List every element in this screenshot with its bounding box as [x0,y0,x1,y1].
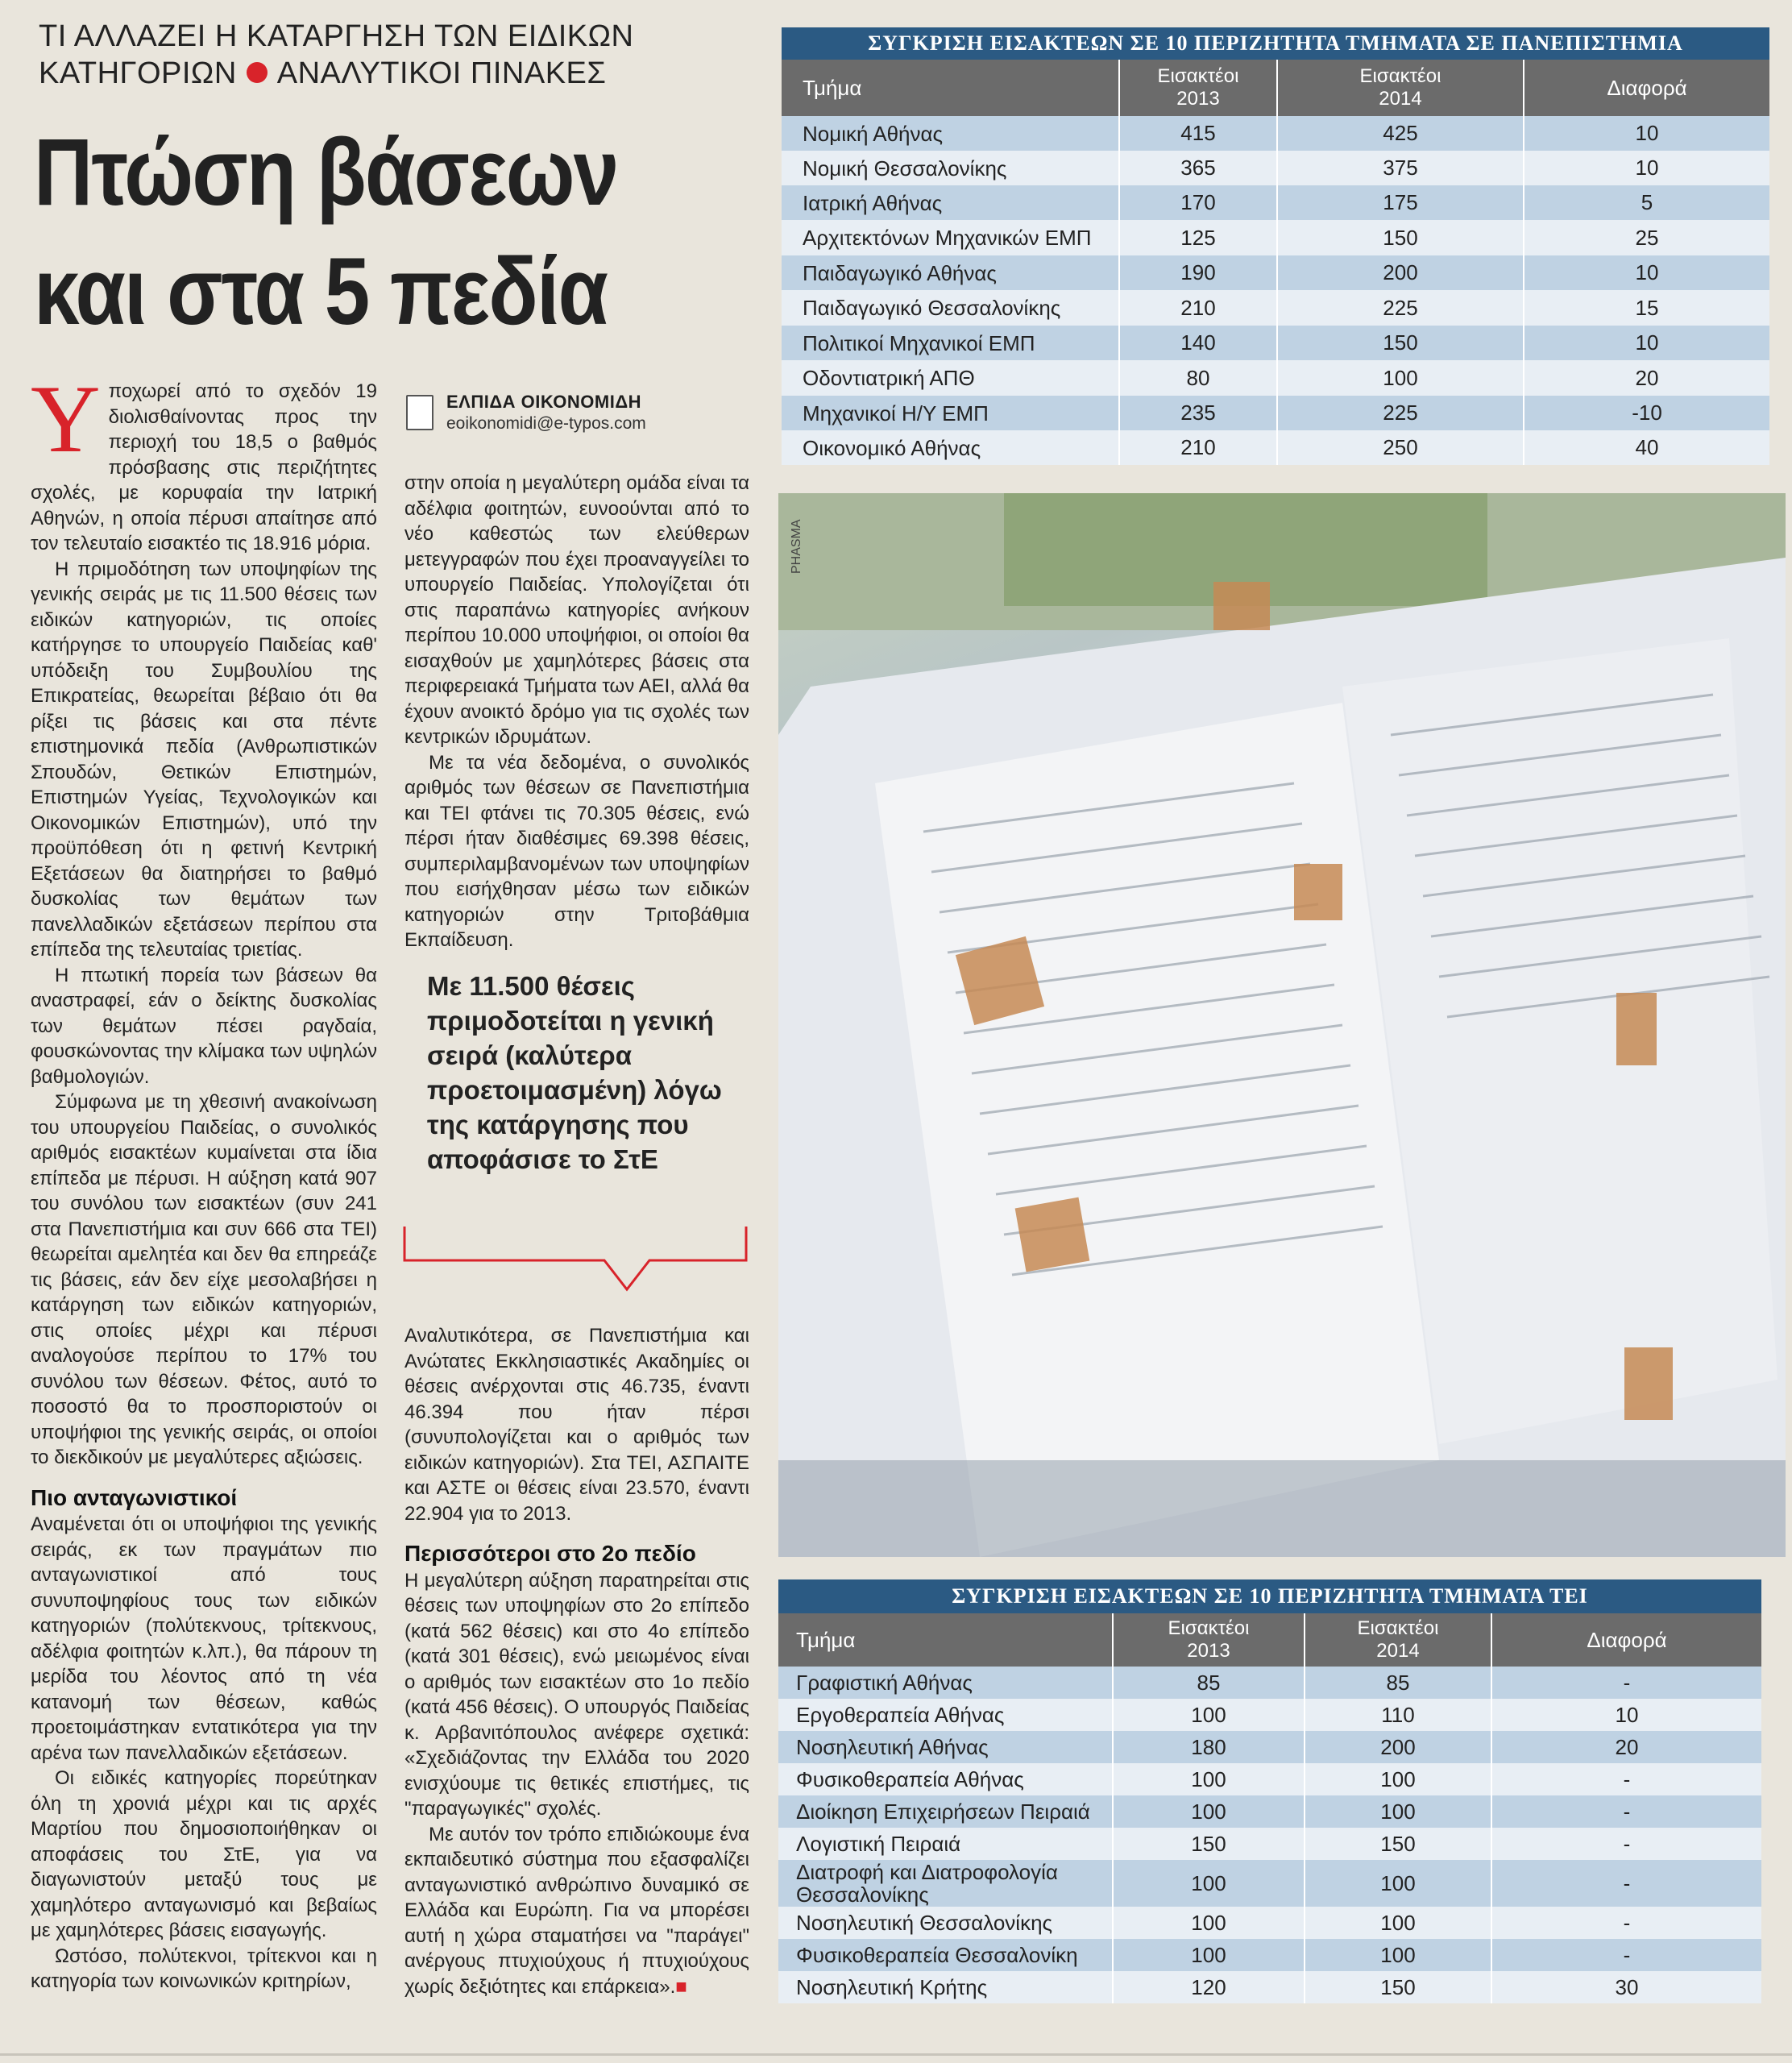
table-header [778,1613,1761,1667]
paragraph: Σύμφωνα με τη χθεσινή ανακοίνωση του υπουργείου Παιδείας, ο συνολικός αριθμός εισακτέων κυμαίνεται στα ίδια επίπεδα με πέρυσι. Η αύξηση κατά 907 του συνόλου των εισακτέων (συν 241 στα Πανεπιστήμια και συν 666 στα ΤΕΙ) θεωρείται αμελητέα και δεν θα επηρεάζε τις βάσεις, εάν δεν είχε μεσολαβήσει η κατάργηση των ειδικών κατηγοριών, στις οποίες μέχρι και πέρυσι αναλογούσε περίπου το 17% του συνόλου των θέσεων. Φέτος, αυτό το ποσοστό θα το προσποριστούν οι υποψήφιοι της γενικής σειράς, οι οποίοι το διεκδικούν με μεγαλύτερες αξιώσεις. [31,1091,377,1468]
admitted-2013-cell: 100 [1112,1763,1304,1795]
difference-cell: -10 [1523,396,1769,430]
university-comparison-table [782,27,1769,465]
difference-cell: 15 [1523,290,1769,326]
header-difference: Διαφορά [1491,1613,1761,1667]
admitted-2014-cell: 375 [1276,151,1523,185]
table-row [782,255,1769,290]
paragraph: Αναλυτικότερα, σε Πανεπιστήμια και Ανώτατες Εκκλησιαστικές Ακαδημίες οι θέσεις ανέρχονται στις 46.735, έναντι 46.394 που ήταν πέρσι (συνυπολογίζεται και ο αριθμός των ειδικών κατηγοριών). Στα ΤΕΙ, ΑΣΠΑΙΤΕ και ΑΣΤΕ οι θέσεις είναι 23.570, έναντι 22.904 για το 2013. [404,1325,749,1525]
department-cell: Νοσηλευτική Θεσσαλονίκης [796,1911,1053,1935]
pull-quote-text: Με 11.500 θέσεις πριμοδοτείται η γενική σειρά (καλύτερα προετοιμασμένη) λόγω της κατάργησης που αποφάσισε το ΣτΕ [427,971,722,1174]
table-row [782,220,1769,255]
department-cell: Φυσικοθεραπεία Αθήνας [796,1767,1024,1791]
department-cell: Οδοντιατρική ΑΠΘ [803,366,975,390]
header-difference: Διαφορά [1523,60,1769,116]
department-cell: Γραφιστική Αθήνας [796,1671,973,1695]
red-bullet-icon [247,62,268,83]
admitted-2014-cell: 100 [1304,1795,1491,1828]
difference-cell: - [1491,1939,1761,1971]
table-row [778,1971,1761,2003]
kicker-line-2 [39,55,764,92]
table-row [778,1667,1761,1699]
admitted-2014-cell: 150 [1304,1971,1491,2003]
admitted-2014-cell: 250 [1276,430,1523,465]
table-row [782,290,1769,326]
admitted-2014-cell: 175 [1276,185,1523,220]
table-row [782,151,1769,185]
difference-cell: - [1491,1667,1761,1699]
difference-cell: - [1491,1907,1761,1939]
department-cell: Οικονομικό Αθήνας [803,435,981,460]
table-body [782,116,1769,465]
table-header [782,60,1769,116]
table-row [782,396,1769,430]
admitted-2013-cell: 190 [1118,255,1276,290]
headline [34,113,685,351]
header-2013: Εισακτέοι 2013 [1118,60,1276,116]
department-cell: Φυσικοθεραπεία Θεσσαλονίκη [796,1943,1078,1967]
admitted-2014-cell: 200 [1276,255,1523,290]
paragraph: στην οποία η μεγαλύτερη ομάδα είναι τα αδέλφια φοιτητών, ευνοούνται από το νέο καθεστώς των ελεύθερων μετεγγραφών που έχει προαναγγείλει το υπουργείο Παιδείας. Υπολογίζεται ότι στις παραπάνω κατηγορίες ανήκουν περίπου 10.000 υποψήφιοι, οι οποίοι θα εισαχθούν με χαμηλότερες βάσεις στα περιφερειακά Τμήματα των ΑΕΙ, αλλά θα έχουν ανοικτό δρόμο για τις σχολές των κεντρικών ιδρυμάτων. [404,472,749,748]
kicker [39,18,764,92]
admitted-2014-cell: 110 [1304,1699,1491,1731]
paragraph: Αναμένεται ότι οι υποψήφιοι της γενικής σειράς, εκ των πραγμάτων πιο ανταγωνιστικοί από τους συνυποψηφίους τους των ειδικών κατηγοριών (πολύτεκνους, τρίτεκνους, αδέλφια φοιτητών κ.λπ.), θα πάρουν τη μερίδα του λέοντος από τη νέα κατανομή των θέσεων, καθώς προετοιμάστηκαν εντατικότερα για την αρένα των πανελλαδικών εξετάσεων. [31,1513,377,1764]
kicker-line-1: ΤΙ ΑΛΛΑΖΕΙ Η ΚΑΤΑΡΓΗΣΗ ΤΩΝ ΕΙΔΙΚΩΝ [39,19,634,53]
admitted-2013-cell: 415 [1118,116,1276,151]
admitted-2013-cell: 100 [1112,1699,1304,1731]
subheading: Περισσότεροι στο 2ο πεδίο [404,1541,696,1566]
admitted-2014-cell: 150 [1304,1828,1491,1860]
author-name: ΕΛΠΙΔΑ ΟΙΚΟΝΟΜΙΔΗ [446,392,642,412]
table-row [778,1939,1761,1971]
table-row [778,1907,1761,1939]
table-row [778,1731,1761,1763]
department-cell: Νοσηλευτική Αθήνας [796,1735,989,1759]
admitted-2013-cell: 100 [1112,1860,1304,1907]
difference-cell: 30 [1491,1971,1761,2003]
table-row [782,116,1769,151]
department-cell: Νομική Θεσσαλονίκης [803,156,1007,181]
paragraph: Ωστόσο, πολύτεκνοι, τρίτεκνοι και η κατηγορία των κοινωνικών κριτηρίων, [31,1945,377,1992]
admitted-2013-cell: 210 [1118,430,1276,465]
admitted-2014-cell: 100 [1304,1907,1491,1939]
department-cell: Μηχανικοί Η/Υ ΕΜΠ [803,401,989,425]
department-cell: Εργοθεραπεία Αθήνας [796,1703,1005,1727]
admitted-2013-cell: 100 [1112,1939,1304,1971]
difference-cell: 20 [1491,1731,1761,1763]
table-row [782,326,1769,360]
table-title: ΣΥΓΚΡΙΣΗ ΕΙΣΑΚΤΕΩΝ ΣΕ 10 ΠΕΡΙΖΗΤΗΤΑ ΤΜΗΜΑΤΑ ΣΕ ΠΑΝΕΠΙΣΤΗΜΙΑ [782,27,1769,60]
paragraph: Με τα νέα δεδομένα, ο συνολικός αριθμός των θέσεων σε Πανεπιστήμια και ΤΕΙ φτάνει τις 70.305 θέσεις, ενώ πέρσι ήταν διαθέσιμες 69.398 θέσεις, συμπεριλαμβανομένων των υποψηφίων που εισήχθησαν μέσω των ειδικών κατηγοριών στην Τριτοβάθμια Εκπαίδευση. [404,751,749,951]
admitted-2013-cell: 150 [1112,1828,1304,1860]
department-cell: Νομική Αθήνας [803,121,944,146]
headline-line-2: και στα 5 πεδία [34,239,608,345]
difference-cell: 10 [1523,151,1769,185]
article-column-2-top [404,471,749,953]
drop-cap: Υ [31,365,101,472]
photo-credit: PHASMA [790,519,803,574]
paragraph: Με αυτόν τον τρόπο επιδιώκουμε ένα εκπαιδευτικό σύστημα που εξασφαλίζει ανταγωνιστικό ανθρώπινο δυναμικό σε Ελλάδα και Ευρώπη. Για να μπορέσει αυτή η χώρα σταματήσει να "παράγει" ανέργους πτυχιούχους ή πτυχιούχους χωρίς δεξιότητες και επάρκεια».■ [404,1823,749,1998]
difference-cell: 40 [1523,430,1769,465]
admitted-2014-cell: 100 [1304,1939,1491,1971]
admitted-2014-cell: 150 [1276,220,1523,255]
department-cell: Διατροφή και Διατροφολογία Θεσσαλονίκης [796,1860,1058,1907]
photo-results-lists [778,493,1786,1557]
admitted-2014-cell: 425 [1276,116,1523,151]
table-row [778,1828,1761,1860]
table-body [778,1667,1761,2003]
admitted-2013-cell: 365 [1118,151,1276,185]
admitted-2014-cell: 225 [1276,290,1523,326]
admitted-2013-cell: 80 [1118,360,1276,396]
byline [406,392,745,438]
admitted-2014-cell: 200 [1304,1731,1491,1763]
admitted-2014-cell: 100 [1276,360,1523,396]
department-cell: Αρχιτεκτόνων Μηχανικών ΕΜΠ [803,226,1092,250]
department-cell: Παιδαγωγικό Θεσσαλονίκης [803,296,1061,320]
header-2014: Εισακτέοι 2014 [1276,60,1523,116]
header-2014: Εισακτέοι 2014 [1304,1613,1491,1667]
pull-quote-frame-icon [403,969,749,1299]
difference-cell: - [1491,1828,1761,1860]
headline-line-1: Πτώση βάσεων [34,119,618,226]
admitted-2014-cell: 85 [1304,1667,1491,1699]
kicker-part-a: ΚΑΤΗΓΟΡΙΩΝ [39,56,237,90]
admitted-2013-cell: 210 [1118,290,1276,326]
admitted-2014-cell: 150 [1276,326,1523,360]
difference-cell: - [1491,1795,1761,1828]
difference-cell: 10 [1523,326,1769,360]
paragraph: Η πριμοδότηση των υποψηφίων της γενικής σειράς με τις 11.500 θέσεις των ειδικών κατηγοριών, τις οποίες κατήργησε το υπουργείο Παιδείας καθ' υπόδειξη του Συμβουλίου της Επικρατείας, θεωρείται βέβαιο ότι θα ρίξει τις βάσεις και στα πέντε επιστημονικά πεδία (Ανθρωπιστικών Σπουδών, Θετικών Επιστημών, Επιστημών Υγείας, Τεχνολογικών και Οικονομικών Επιστημών), υπό την προϋπόθεση ότι η φετινή Κεντρική Εξετάσεων θα διατηρήσει το βαθμό δυσκολίας των θεμάτων των πανελλαδικών εξετάσεων περίπου στα επίπεδα της τελευταίας τριετίας. [31,558,377,961]
table-row [782,430,1769,465]
difference-cell: 10 [1491,1699,1761,1731]
admitted-2013-cell: 100 [1112,1795,1304,1828]
table-row [778,1699,1761,1731]
admitted-2013-cell: 125 [1118,220,1276,255]
admitted-2014-cell: 225 [1276,396,1523,430]
table-row [782,360,1769,396]
department-cell: Ιατρική Αθήνας [803,190,943,215]
admitted-2013-cell: 140 [1118,326,1276,360]
table-row [778,1795,1761,1828]
admitted-2013-cell: 180 [1112,1731,1304,1763]
department-cell: Νοσηλευτική Κρήτης [796,1975,988,1999]
paragraph: Οι ειδικές κατηγορίες πορεύτηκαν όλη τη χρονιά μέχρι και τις αρχές Μαρτίου που δημοσιοποιήθηκαν οι αποφάσεις του ΣτΕ, για να διαγωνιστούν μεταξύ τους με χαμηλότερο ανταγωνισμό και βεβαίως με χαμηλότερες βάσεις εισαγωγής. [31,1767,377,1941]
difference-cell: 20 [1523,360,1769,396]
difference-cell: - [1491,1763,1761,1795]
admitted-2013-cell: 120 [1112,1971,1304,2003]
tei-comparison-table [778,1579,1761,2003]
table-row [782,185,1769,220]
difference-cell: - [1491,1860,1761,1907]
document-icon [406,395,433,430]
paragraph: Η μεγαλύτερη αύξηση παρατηρείται στις θέσεις των υποψηφίων στο 2ο επίπεδο (κατά 562 θέσεις) και στο 4ο επίπεδο (κατά 301 θέσεις), ενώ μειωμένος είναι ο αριθμός των εισακτέων στο 1ο πεδίο (κατά 456 θέσεις). Ο υπουργός Παιδείας κ. Αρβανιτόπουλος ανέφερε σχετικά: «Σχεδιάζοντας την Ελλάδα του 2020 ενισχύουμε τις θετικές επιστήμες, τις "παραγωγικές" σχολές. [404,1569,749,1820]
article-column-2-bottom [404,1323,749,1999]
difference-cell: 25 [1523,220,1769,255]
table-title: ΣΥΓΚΡΙΣΗ ΕΙΣΑΚΤΕΩΝ ΣΕ 10 ΠΕΡΙΖΗΤΗΤΑ ΤΜΗΜΑΤΑ ΤΕΙ [778,1579,1761,1613]
header-2013: Εισακτέοι 2013 [1112,1613,1304,1667]
department-cell: Λογιστική Πειραιά [796,1832,961,1856]
difference-cell: 5 [1523,185,1769,220]
header-department: Τμήμα [803,75,862,100]
admitted-2013-cell: 170 [1118,185,1276,220]
end-mark: ■ [675,1975,687,1998]
department-cell: Πολιτικοί Μηχανικοί ΕΜΠ [803,330,1035,355]
page-bottom-rule [0,2053,1792,2056]
kicker-part-b: ΑΝΑΛΥΤΙΚΟΙ ΠΙΝΑΚΕΣ [276,56,607,90]
header-department: Τμήμα [796,1627,856,1652]
paragraph: Η πτωτική πορεία των βάσεων θα αναστραφεί, εάν ο δείκτης δυσκολίας των θεμάτων πέσει ραγδαία, φουσκώνοντας την κλίμακα των υψηλών βαθμολογιών. [31,964,377,1088]
paragraph: Υποχωρεί από το σχεδόν 19 διολισθαίνοντας προς την περιοχή του 18,5 ο βαθμός πρόσβασης στις περιζήτητες σχολές, με κορυφαία την Ιατρική Αθηνών, η οποία πέρυσι απαίτησε από τον τελευταίο εισακτέο τις 18.916 μόρια. [31,365,377,554]
photo-illustration [778,493,1786,1557]
admitted-2013-cell: 100 [1112,1907,1304,1939]
admitted-2013-cell: 235 [1118,396,1276,430]
admitted-2013-cell: 85 [1112,1667,1304,1699]
subheading: Πιο ανταγωνιστικοί [31,1484,238,1510]
author-email[interactable]: eoikonomidi@e-typos.com [446,414,646,433]
admitted-2014-cell: 100 [1304,1763,1491,1795]
admitted-2014-cell: 100 [1304,1860,1491,1907]
department-cell: Διοίκηση Επιχειρήσεων Πειραιά [796,1799,1090,1824]
pull-quote [403,969,749,1299]
difference-cell: 10 [1523,255,1769,290]
department-cell: Παιδαγωγικό Αθήνας [803,260,997,285]
article-column-1 [31,365,377,1995]
table-row [778,1763,1761,1795]
difference-cell: 10 [1523,116,1769,151]
table-row [778,1860,1761,1907]
